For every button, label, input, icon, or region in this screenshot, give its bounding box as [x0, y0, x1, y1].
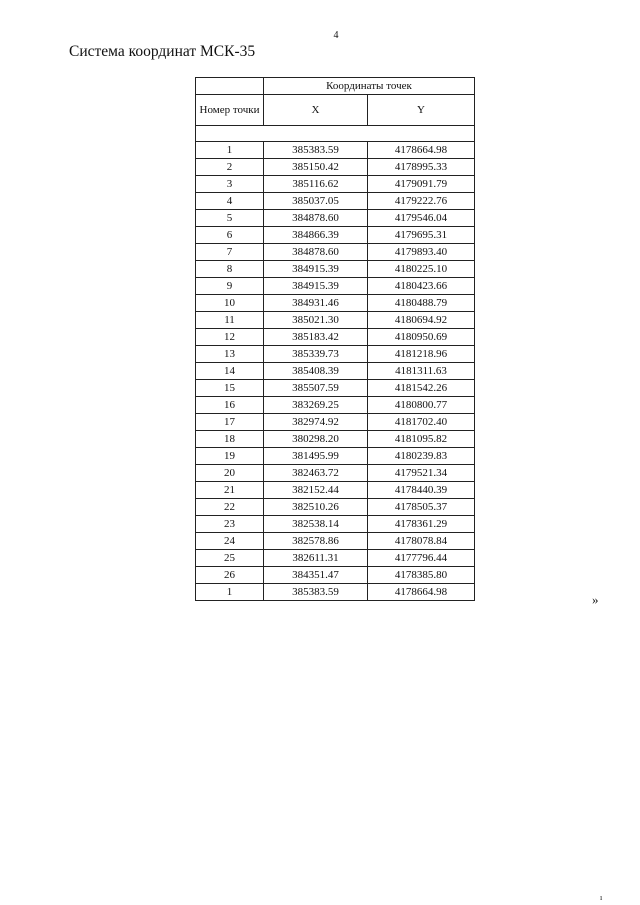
x-coordinate-cell: 384866.39 — [264, 227, 368, 244]
point-number-cell: 10 — [196, 295, 264, 312]
y-coordinate-cell: 4178361.29 — [368, 516, 475, 533]
y-coordinate-cell: 4181218.96 — [368, 346, 475, 363]
table-row — [196, 159, 475, 176]
x-coordinate-cell: 385507.59 — [264, 380, 368, 397]
y-coordinate-cell: 4180225.10 — [368, 261, 475, 278]
y-coordinate-cell: 4181702.40 — [368, 414, 475, 431]
y-coordinate-cell: 4178440.39 — [368, 482, 475, 499]
y-coordinate-cell: 4180800.77 — [368, 397, 475, 414]
table-row — [196, 567, 475, 584]
x-coordinate-cell: 385408.39 — [264, 363, 368, 380]
table-row — [196, 193, 475, 210]
y-coordinate-cell: 4178078.84 — [368, 533, 475, 550]
x-coordinate-cell: 382611.31 — [264, 550, 368, 567]
table-header-point-number: Номер точки — [196, 95, 264, 126]
y-coordinate-cell: 4178505.37 — [368, 499, 475, 516]
x-coordinate-cell: 384915.39 — [264, 261, 368, 278]
x-coordinate-cell: 382578.86 — [264, 533, 368, 550]
table-row — [196, 380, 475, 397]
point-number-cell: 4 — [196, 193, 264, 210]
table-row — [196, 482, 475, 499]
table-row — [196, 312, 475, 329]
x-coordinate-cell: 382152.44 — [264, 482, 368, 499]
x-coordinate-cell: 385116.62 — [264, 176, 368, 193]
table-row — [196, 295, 475, 312]
point-number-cell: 17 — [196, 414, 264, 431]
table-row — [196, 516, 475, 533]
point-number-cell: 6 — [196, 227, 264, 244]
scan-edge-mark: ı — [600, 893, 603, 902]
y-coordinate-cell: 4179546.04 — [368, 210, 475, 227]
point-number-cell: 22 — [196, 499, 264, 516]
y-coordinate-cell: 4181095.82 — [368, 431, 475, 448]
x-coordinate-cell: 385037.05 — [264, 193, 368, 210]
y-coordinate-cell: 4178664.98 — [368, 142, 475, 159]
table-spacer-row — [196, 126, 475, 142]
x-coordinate-cell: 384878.60 — [264, 244, 368, 261]
point-number-cell: 18 — [196, 431, 264, 448]
table-row — [196, 346, 475, 363]
table-row — [196, 261, 475, 278]
y-coordinate-cell: 4179893.40 — [368, 244, 475, 261]
y-coordinate-cell: 4180488.79 — [368, 295, 475, 312]
point-number-cell: 8 — [196, 261, 264, 278]
table-header-empty-cell — [196, 78, 264, 95]
table-header-x: X — [264, 95, 368, 126]
x-coordinate-cell: 385383.59 — [264, 142, 368, 159]
table-row — [196, 431, 475, 448]
document-title: Система координат МСК-35 — [69, 43, 256, 60]
y-coordinate-cell: 4181311.63 — [368, 363, 475, 380]
point-number-cell: 13 — [196, 346, 264, 363]
table-row — [196, 584, 475, 601]
point-number-cell: 1 — [196, 584, 264, 601]
point-number-cell: 24 — [196, 533, 264, 550]
table-row — [196, 227, 475, 244]
point-number-cell: 16 — [196, 397, 264, 414]
point-number-cell: 2 — [196, 159, 264, 176]
table-header-y: Y — [368, 95, 475, 126]
table-header-row — [196, 95, 475, 126]
x-coordinate-cell: 382538.14 — [264, 516, 368, 533]
y-coordinate-cell: 4181542.26 — [368, 380, 475, 397]
table-row — [196, 414, 475, 431]
closing-quote: » — [592, 592, 599, 607]
x-coordinate-cell: 383269.25 — [264, 397, 368, 414]
point-number-cell: 23 — [196, 516, 264, 533]
point-number-cell: 1 — [196, 142, 264, 159]
x-coordinate-cell: 380298.20 — [264, 431, 368, 448]
point-number-cell: 12 — [196, 329, 264, 346]
x-coordinate-cell: 384931.46 — [264, 295, 368, 312]
y-coordinate-cell: 4179521.34 — [368, 465, 475, 482]
y-coordinate-cell: 4178385.80 — [368, 567, 475, 584]
x-coordinate-cell: 385021.30 — [264, 312, 368, 329]
x-coordinate-cell: 384915.39 — [264, 278, 368, 295]
x-coordinate-cell: 385183.42 — [264, 329, 368, 346]
point-number-cell: 14 — [196, 363, 264, 380]
coordinates-table — [195, 77, 475, 601]
point-number-cell: 7 — [196, 244, 264, 261]
x-coordinate-cell: 382974.92 — [264, 414, 368, 431]
y-coordinate-cell: 4180423.66 — [368, 278, 475, 295]
x-coordinate-cell: 382510.26 — [264, 499, 368, 516]
y-coordinate-cell: 4177796.44 — [368, 550, 475, 567]
y-coordinate-cell: 4180694.92 — [368, 312, 475, 329]
x-coordinate-cell: 385383.59 — [264, 584, 368, 601]
table-row — [196, 533, 475, 550]
point-number-cell: 15 — [196, 380, 264, 397]
y-coordinate-cell: 4179695.31 — [368, 227, 475, 244]
point-number-cell: 21 — [196, 482, 264, 499]
table-row — [196, 448, 475, 465]
table-row — [196, 499, 475, 516]
point-number-cell: 9 — [196, 278, 264, 295]
page-number: 4 — [333, 30, 339, 41]
table-header-coordinates: Координаты точек — [264, 78, 475, 95]
x-coordinate-cell: 384351.47 — [264, 567, 368, 584]
table-row — [196, 363, 475, 380]
point-number-cell: 5 — [196, 210, 264, 227]
y-coordinate-cell: 4179091.79 — [368, 176, 475, 193]
table-row — [196, 329, 475, 346]
x-coordinate-cell: 381495.99 — [264, 448, 368, 465]
table-row — [196, 210, 475, 227]
table-row — [196, 397, 475, 414]
y-coordinate-cell: 4180950.69 — [368, 329, 475, 346]
point-number-cell: 26 — [196, 567, 264, 584]
y-coordinate-cell: 4179222.76 — [368, 193, 475, 210]
table-spacer-cell — [196, 126, 475, 142]
table-row — [196, 278, 475, 295]
y-coordinate-cell: 4178664.98 — [368, 584, 475, 601]
table-row — [196, 465, 475, 482]
table-row — [196, 142, 475, 159]
y-coordinate-cell: 4178995.33 — [368, 159, 475, 176]
table-row — [196, 550, 475, 567]
x-coordinate-cell: 385150.42 — [264, 159, 368, 176]
table-header-group-row — [196, 78, 475, 95]
table-row — [196, 244, 475, 261]
y-coordinate-cell: 4180239.83 — [368, 448, 475, 465]
x-coordinate-cell: 382463.72 — [264, 465, 368, 482]
point-number-cell: 11 — [196, 312, 264, 329]
point-number-cell: 20 — [196, 465, 264, 482]
point-number-cell: 19 — [196, 448, 264, 465]
table-row — [196, 176, 475, 193]
x-coordinate-cell: 384878.60 — [264, 210, 368, 227]
point-number-cell: 3 — [196, 176, 264, 193]
x-coordinate-cell: 385339.73 — [264, 346, 368, 363]
point-number-cell: 25 — [196, 550, 264, 567]
